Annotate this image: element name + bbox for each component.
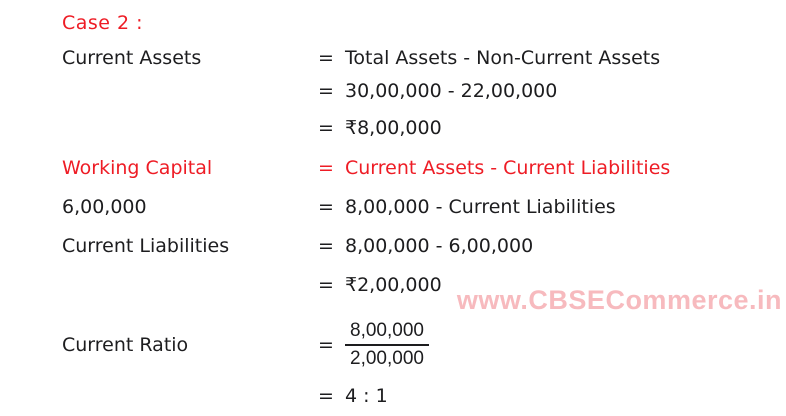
equals-sign: = [318,196,334,218]
equation-row-result [0,384,786,408]
equation-row [0,273,786,297]
row-label: Current Ratio [62,334,189,356]
equals-sign: = [318,274,334,296]
fraction-numerator: 8,00,000 [345,320,429,346]
row-value: Total Assets - Non-Current Assets [345,47,661,69]
row-value: ₹2,00,000 [345,274,442,296]
equation-row-highlighted [0,156,786,180]
equals-sign: = [318,117,334,139]
row-value: Current Assets - Current Liabilities [345,157,671,179]
equation-row [0,46,786,70]
row-label: Current Assets [62,47,202,69]
equation-row [0,79,786,103]
fraction [345,320,429,370]
row-value: 30,00,000 - 22,00,000 [345,80,558,102]
row-value: ₹8,00,000 [345,117,442,139]
row-label: Working Capital [62,157,213,179]
row-value: 4 : 1 [345,385,388,407]
case-heading: Case 2 : [62,12,144,34]
equation-row-fraction [0,318,786,372]
equation-row [0,234,786,258]
row-value: 8,00,000 - 6,00,000 [345,235,534,257]
row-label: Current Liabilities [62,235,230,257]
equals-sign: = [318,235,334,257]
equals-sign: = [318,385,334,407]
site-watermark: www.CBSECommerce.in [456,285,782,315]
equation-row [0,195,786,219]
equals-sign: = [318,334,334,356]
fraction-denominator: 2,00,000 [350,348,424,369]
row-value: 8,00,000 - Current Liabilities [345,196,616,218]
equals-sign: = [318,157,334,179]
equals-sign: = [318,47,334,69]
row-label: 6,00,000 [62,196,147,218]
equation-row [0,116,786,140]
equals-sign: = [318,80,334,102]
